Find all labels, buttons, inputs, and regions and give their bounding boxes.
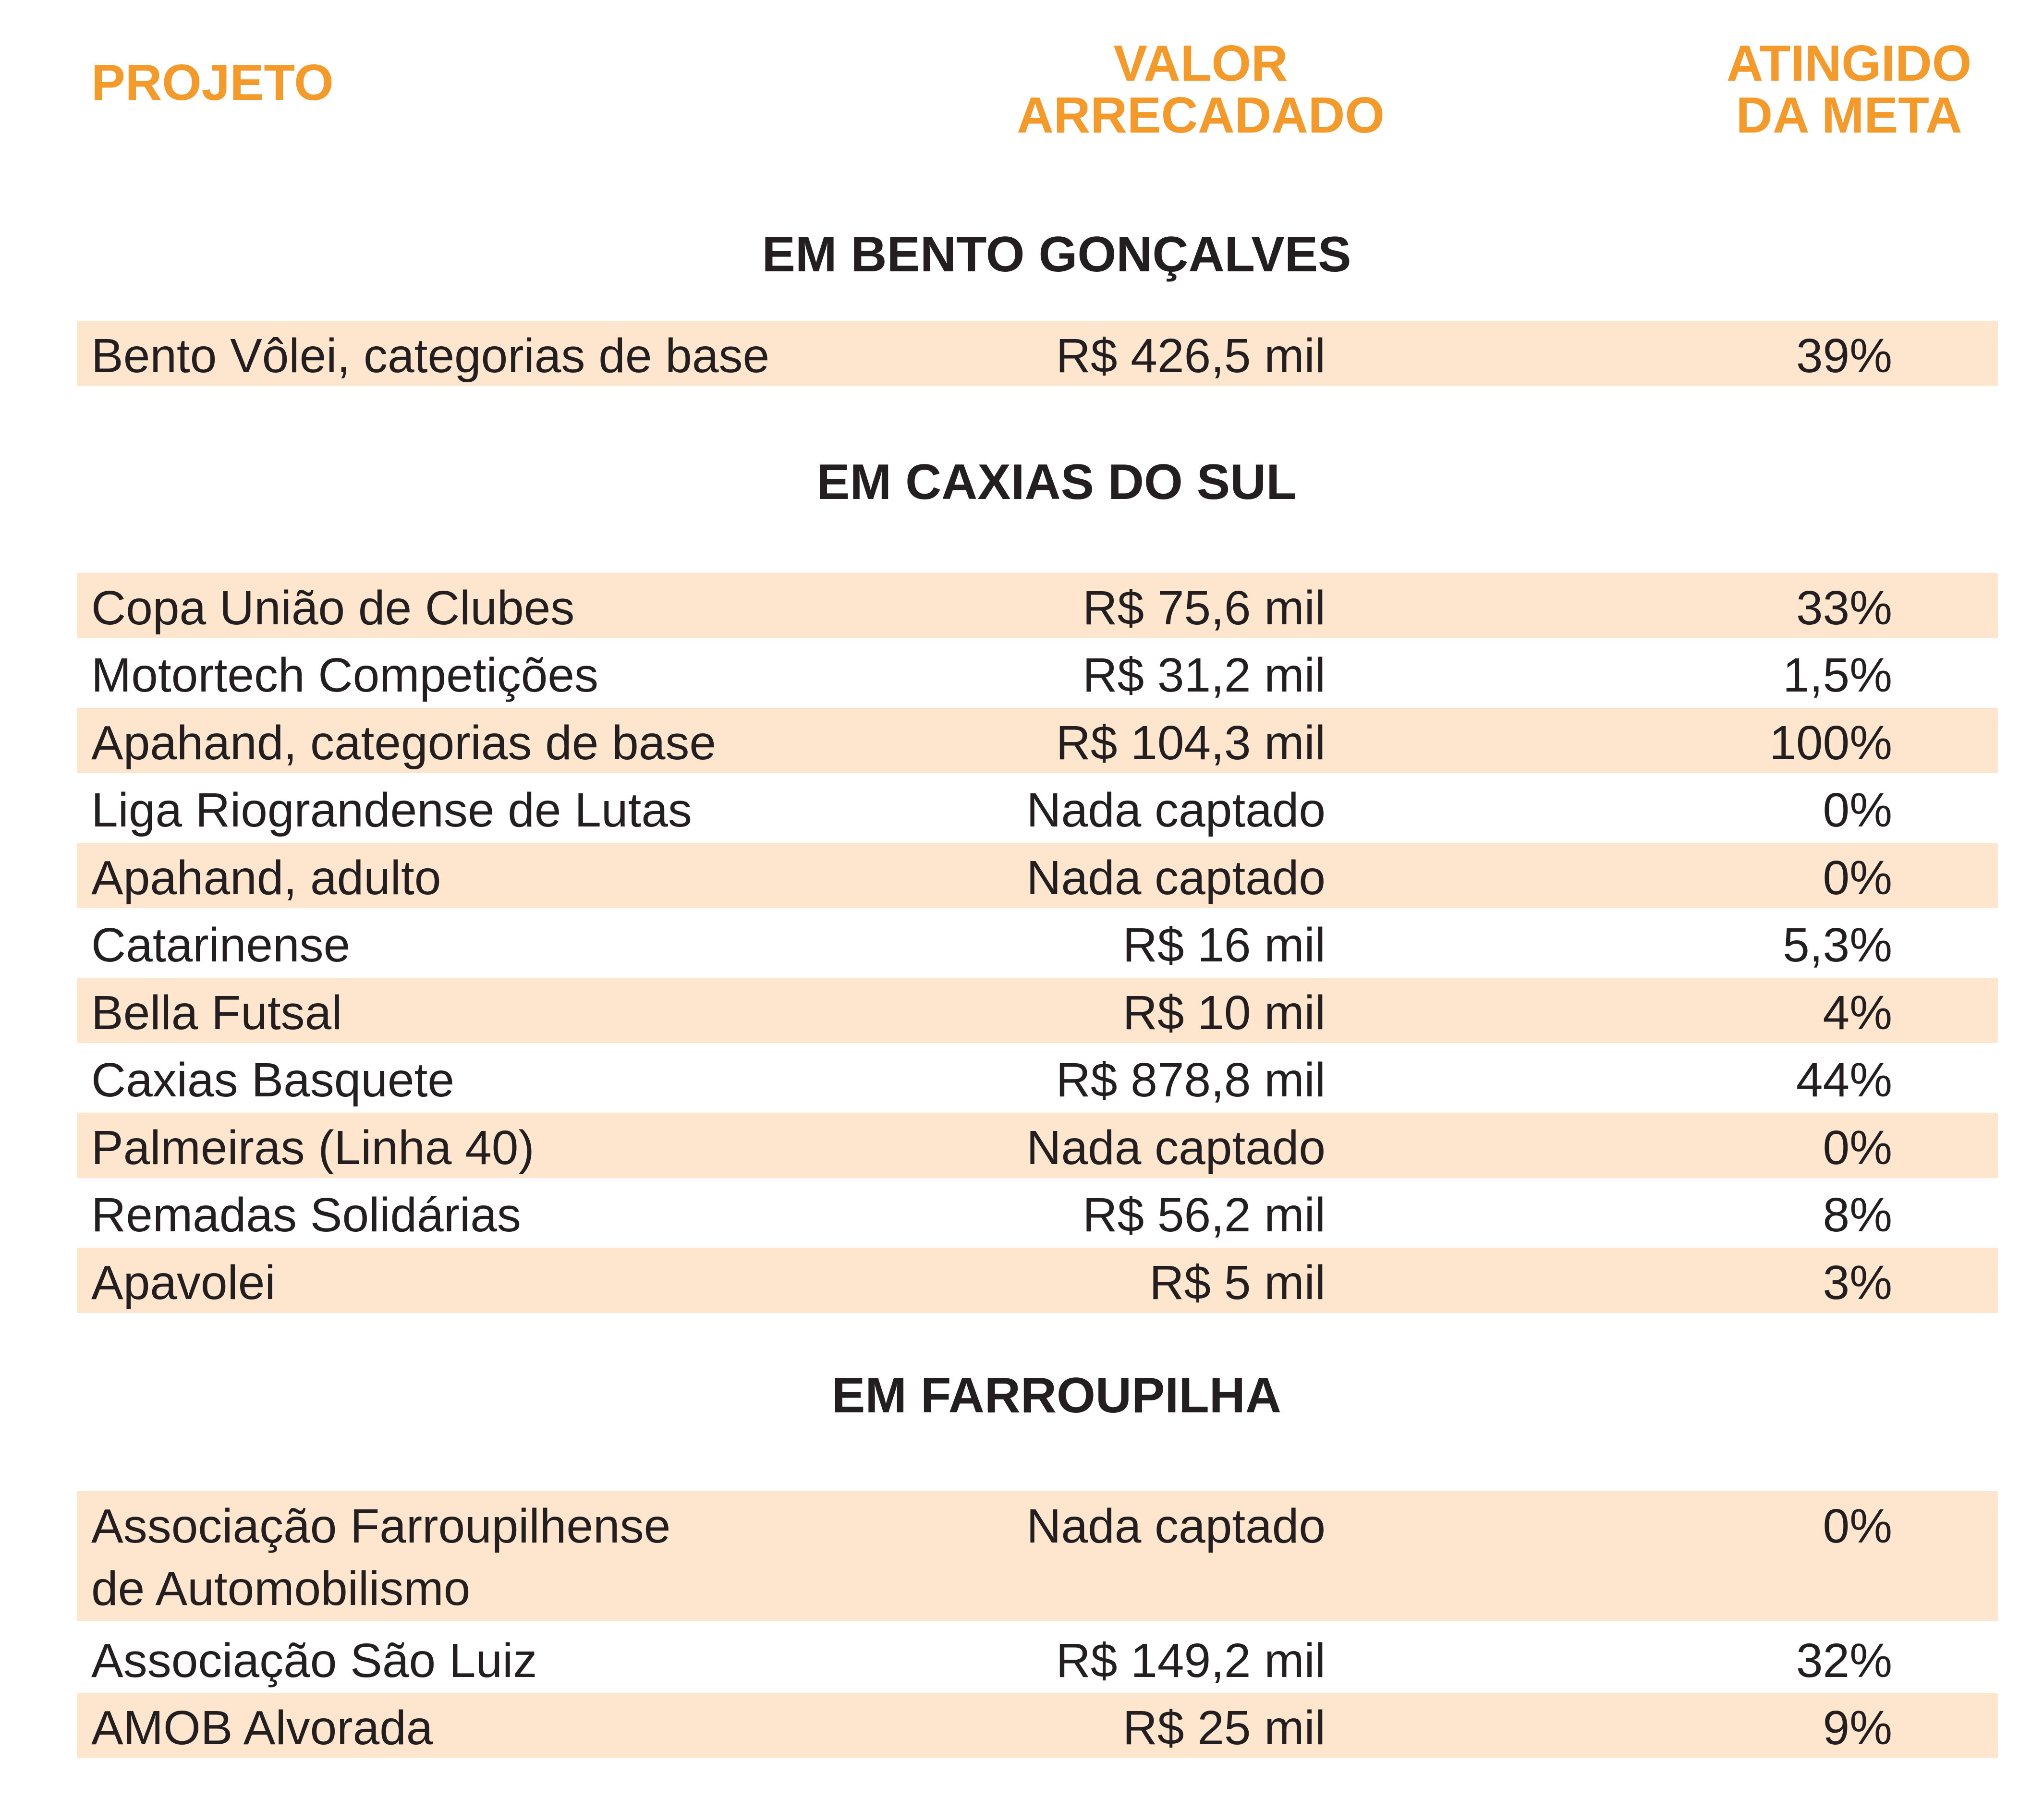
row-percent: 5,3% [1783, 918, 1892, 972]
table-row [77, 1180, 1998, 1245]
row-percent: 8% [1823, 1188, 1892, 1242]
row-value: R$ 25 mil [1122, 1701, 1326, 1755]
row-percent: 1,5% [1783, 648, 1892, 702]
header-meta-line1: ATINGIDO [1726, 35, 1972, 92]
section-title-bento-goncalves: EM BENTO GONÇALVES [762, 227, 1351, 282]
row-percent: 3% [1823, 1256, 1892, 1310]
row-project-name-line1: Associação Farroupilhense [91, 1499, 671, 1553]
row-value: R$ 75,6 mil [1083, 581, 1326, 635]
row-value: R$ 149,2 mil [1056, 1634, 1326, 1688]
row-percent: 33% [1796, 581, 1892, 635]
table-row [77, 1626, 1998, 1691]
row-project-name: AMOB Alvorada [91, 1701, 433, 1755]
row-percent: 4% [1823, 986, 1892, 1040]
row-project-name: Remadas Solidárias [91, 1188, 521, 1242]
header-valor-arrecadado [912, 35, 1489, 144]
row-project-name: Apahand, adulto [91, 851, 441, 905]
row-percent: 0% [1823, 783, 1892, 837]
row-value: Nada captado [1026, 851, 1326, 905]
row-project-name: Bento Vôlei, categorias de base [91, 329, 770, 383]
header-projeto: PROJETO [91, 54, 334, 111]
table-row [77, 1113, 1998, 1178]
table-row [77, 1491, 1998, 1621]
row-percent: 0% [1823, 1499, 1892, 1553]
header-atingido-meta [1681, 35, 2017, 144]
header-valor-line2: ARRECADADO [1017, 87, 1385, 144]
row-value: R$ 878,8 mil [1056, 1053, 1326, 1107]
row-project-name: Bella Futsal [91, 986, 342, 1040]
row-value: R$ 16 mil [1122, 918, 1326, 972]
table-row [77, 910, 1998, 975]
table-row [77, 321, 1998, 386]
table-row [77, 640, 1998, 705]
table-row [77, 1693, 1998, 1758]
row-percent: 32% [1796, 1634, 1892, 1688]
row-project-name: Palmeiras (Linha 40) [91, 1121, 535, 1175]
row-project-name: Apavolei [91, 1256, 276, 1310]
table-row [77, 1248, 1998, 1313]
row-value: R$ 56,2 mil [1083, 1188, 1326, 1242]
row-percent: 0% [1823, 1121, 1892, 1175]
table-row [77, 1045, 1998, 1110]
row-value: R$ 10 mil [1122, 986, 1326, 1040]
header-valor-line1: VALOR [1113, 35, 1288, 92]
row-value: Nada captado [1026, 783, 1326, 837]
row-percent: 0% [1823, 851, 1892, 905]
row-project-name: Caxias Basquete [91, 1053, 455, 1107]
row-project-name: Motortech Competições [91, 648, 599, 702]
row-project-name: Copa União de Clubes [91, 581, 575, 635]
row-value: Nada captado [1026, 1499, 1326, 1553]
row-project-name: Catarinense [91, 918, 351, 972]
row-percent: 39% [1796, 329, 1892, 383]
row-project-name [91, 1495, 812, 1620]
table-row [77, 775, 1998, 840]
table-row [77, 978, 1998, 1043]
table-row [77, 708, 1998, 773]
row-project-name: Liga Riograndense de Lutas [91, 783, 692, 837]
row-project-name: Apahand, categorias de base [91, 716, 716, 770]
row-value: Nada captado [1026, 1121, 1326, 1175]
section-title-farroupilha: EM FARROUPILHA [832, 1368, 1281, 1423]
row-percent: 100% [1769, 716, 1892, 770]
table-row [77, 843, 1998, 908]
table-row [77, 573, 1998, 638]
row-project-name: Associação São Luiz [91, 1634, 537, 1688]
row-value: R$ 426,5 mil [1056, 329, 1326, 383]
section-title-caxias-do-sul: EM CAXIAS DO SUL [816, 454, 1297, 510]
row-percent: 9% [1823, 1701, 1892, 1755]
row-percent: 44% [1796, 1053, 1892, 1107]
header-meta-line2: DA META [1736, 87, 1962, 144]
row-value: R$ 31,2 mil [1083, 648, 1326, 702]
row-value: R$ 5 mil [1149, 1256, 1326, 1310]
row-project-name-line2: de Automobilismo [91, 1562, 471, 1616]
row-value: R$ 104,3 mil [1056, 716, 1326, 770]
